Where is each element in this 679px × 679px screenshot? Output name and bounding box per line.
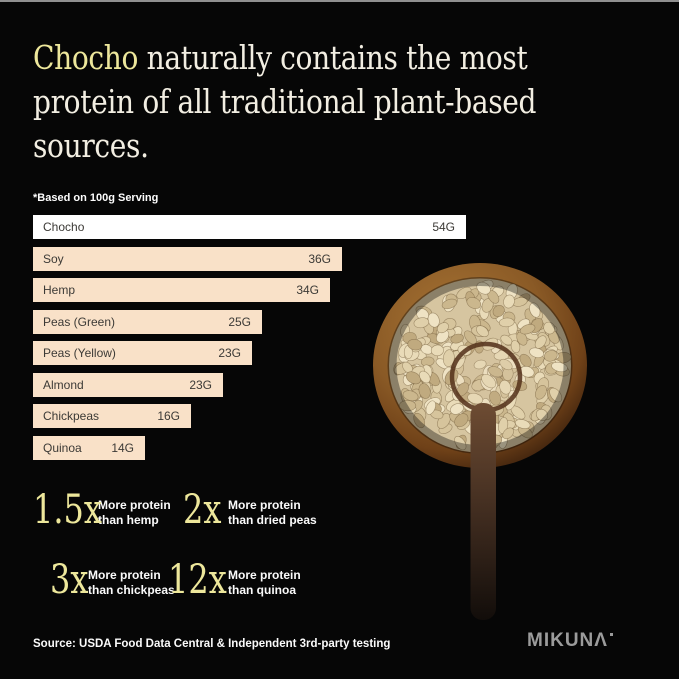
headline-highlight: Chocho [33, 38, 139, 77]
bar-label: Soy [43, 251, 64, 266]
bar-value: 23G [189, 377, 212, 392]
source-citation: Source: USDA Food Data Central & Independent 3rd-party testing [33, 638, 391, 650]
headline-line1 [33, 36, 536, 80]
stat-description: More protein than chickpeas [88, 568, 175, 597]
bar-label: Quinoa [43, 440, 82, 455]
stat-quinoa [168, 559, 301, 601]
stat-dried-peas [183, 489, 317, 531]
bar [33, 278, 330, 302]
bar-value: 36G [308, 251, 331, 266]
bar-label: Chocho [43, 220, 85, 234]
bar-row [33, 215, 645, 239]
bar-value: 25G [228, 314, 251, 329]
bar [33, 373, 223, 397]
bar-value: 34G [296, 283, 319, 297]
bar-row [33, 278, 645, 302]
headline-line1-rest: naturally contains the most [138, 38, 528, 77]
bar [33, 215, 466, 239]
bar [33, 436, 145, 460]
stat-description: More protein than hemp [98, 498, 171, 527]
bar-label: Peas (Yellow) [43, 346, 116, 360]
bar-value: 23G [218, 346, 241, 360]
stat-hemp [33, 489, 171, 531]
bar-row [33, 404, 645, 428]
stat-multiplier: 1.5x [33, 487, 102, 533]
bar-value: 54G [432, 220, 455, 234]
protein-bar-chart [33, 215, 645, 467]
bar-row [33, 436, 645, 460]
serving-note: *Based on 100g Serving [33, 192, 159, 204]
stat-description: More protein than dried peas [228, 498, 317, 527]
bar [33, 310, 262, 334]
headline [33, 36, 536, 168]
bar [33, 404, 191, 428]
top-border-line [0, 0, 679, 2]
bar-value: 16G [157, 409, 180, 423]
bar-row [33, 341, 645, 365]
stat-description: More protein than quinoa [228, 568, 301, 597]
bar-label: Peas (Green) [43, 314, 116, 329]
bar-value: 14G [111, 440, 134, 455]
stat-chickpeas [50, 559, 175, 601]
bar [33, 247, 342, 271]
bar-label: Almond [43, 377, 84, 392]
bar-row [33, 247, 645, 271]
brand-logo [527, 630, 613, 652]
headline-line3: sources. [33, 126, 149, 165]
bar-label: Chickpeas [43, 409, 100, 423]
bar-label: Hemp [43, 283, 76, 297]
brand-logo-mark [610, 633, 613, 636]
bar-row [33, 373, 645, 397]
stat-multiplier: 3x [50, 557, 89, 603]
brand-logo-text: MIKUNΛ [527, 630, 608, 651]
bar [33, 341, 252, 365]
bar-row [33, 310, 645, 334]
stat-multiplier: 12x [168, 557, 227, 603]
stat-multiplier: 2x [183, 487, 222, 533]
headline-line2: protein of all traditional plant-based [33, 82, 537, 121]
